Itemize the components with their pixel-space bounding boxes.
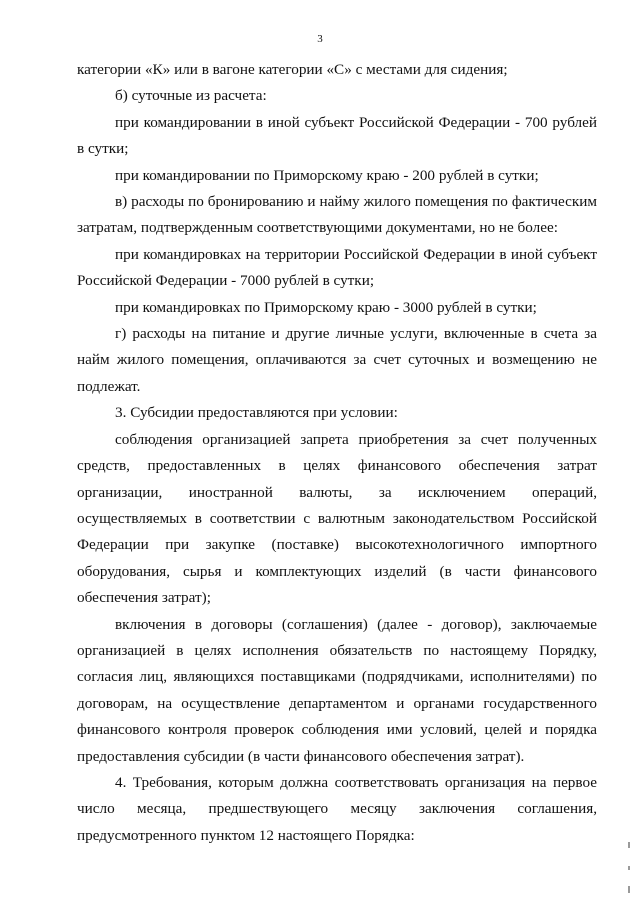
paragraph-accommodation-primorye: при командировках по Приморскому краю - 3000 рублей в сутки;	[115, 298, 537, 316]
scan-edge-mark	[628, 886, 630, 893]
scan-edge-mark	[628, 842, 630, 848]
paragraph-requirements: 4. Требования, которым должна соответствовать организация на первое число месяца, предшествующего месяцу заключения соглашения, предусмотренного пунктом 12 настоящего Порядка:	[77, 773, 597, 844]
paragraph-meals: г) расходы на питание и другие личные услуги, включенные в счета за найм жилого помещения, оплачиваются за счет суточных и возмещению не подлежат.	[77, 325, 597, 395]
page-number: 3	[317, 33, 323, 45]
paragraph-per-diem-primorye: при командировании по Приморскому краю - 200 рублей в сутки;	[115, 166, 539, 184]
paragraph-currency-ban: соблюдения организацией запрета приобретения за счет полученных средств, предоставленных в целях финансового обеспечения затрат организации, иностранной валюты, за исключением операций, осуществляемых в соответствии с валютным законодательством Российской Федерации при закупке (поставке) высокотехнологичного импортного оборудования, сырья и комплектующих изделий (в части финансового обеспечения затрат);	[77, 430, 597, 607]
scan-edge-mark	[628, 866, 630, 870]
paragraph-continuation: категории «К» или в вагоне категории «С» с местами для сидения;	[77, 61, 508, 78]
paragraph-per-diem-other-region: при командировании в иной субъект Российской Федерации - 700 рублей в сутки;	[77, 113, 597, 158]
paragraph-subsidy-condition: 3. Субсидии предоставляются при условии:	[115, 404, 398, 422]
document-body	[77, 57, 597, 849]
paragraph-contract-consent: включения в договоры (соглашения) (далее - договор), заключаемые организацией в целях исполнения обязательств по настоящему Порядку, согласия лиц, являющихся поставщиками (подрядчиками, исполнителями) по договорам, на осуществление департаментом и органами государственного финансового контроля проверок соблюдения ими условий, целей и порядка предоставления субсидии (в части финансового обеспечения затрат).	[77, 615, 597, 765]
paragraph-accommodation-other-region: при командировках на территории Российской Федерации в иной субъект Российской Федерации - 7000 рублей в сутки;	[77, 245, 597, 290]
paragraph-per-diem-heading: б) суточные из расчета:	[115, 87, 267, 105]
paragraph-accommodation-heading: в) расходы по бронированию и найму жилого помещения по фактическим затратам, подтвержденным соответствующими документами, но не более:	[77, 193, 597, 237]
